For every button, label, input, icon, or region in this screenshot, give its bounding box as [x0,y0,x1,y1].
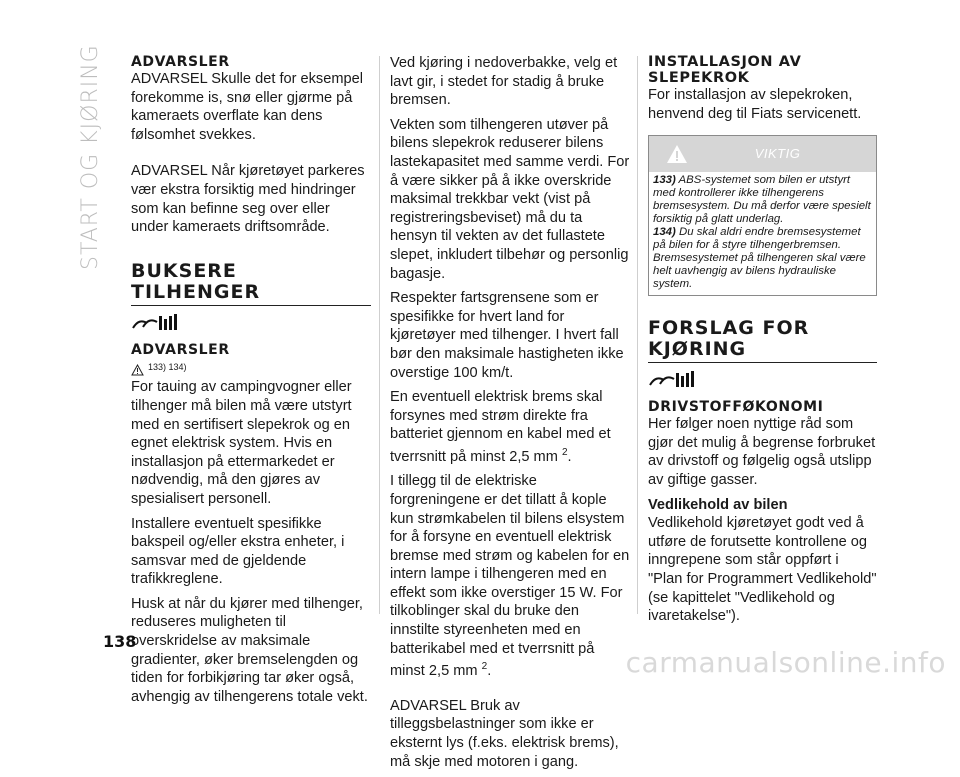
section-rule [131,305,371,306]
notice-title: VIKTIG [754,145,801,161]
warning-triangle-icon [131,364,144,376]
heading-buksere: BUKSERE [131,259,237,282]
heading-drivstoff: DRIVSTOFFØKONOMI [648,399,824,416]
column-3 [648,54,877,632]
notice-item [653,226,872,291]
paragraph: Her følger noen nyttige råd som gjør det mulig å begrense forbruket av drivstoff og følgelig også utslipp av giftige gasser. [648,416,876,488]
note-text: ABS-systemet som bilen er utstyrt med kontrollerer ikke tilhengerens bremsesystem. Du må derfor være spesielt forsiktig på glatt underlag. [653,174,871,226]
important-notice-box [648,135,877,296]
notice-body [649,172,876,295]
eco-icon-row [131,312,371,334]
chapter-side-title: START OG KJØRING [78,44,103,270]
warning-triangle-icon [665,143,689,165]
heading-slepekrok: SLEPEKROK [648,70,750,86]
paragraph [390,472,630,680]
paragraph: ADVARSEL Skulle det for eksempel forekomme is, snø eller gjørme på kameraets overflate kan dens følsomhet svekkes. [131,71,363,143]
paragraph [390,388,630,466]
heading-advarsler: ADVARSLER [131,341,230,358]
note-number: 134) [653,226,676,239]
paragraph: ADVARSEL Bruk av tilleggsbelastninger som ikke er eksternt lys (f.eks. elektrisk brems), må skje med motoren i gang. [390,697,619,770]
note-text: Du skal aldri endre bremsesystemet på bilen for å styre tilhengerbremsen. Bremsesystemet på tilhengeren skal være helt uavhengig av bilens hydrauliske system. [653,226,866,291]
section-rule [648,362,877,363]
heading-forslag: FORSLAG FOR [648,317,810,340]
notice-header [649,136,876,172]
paragraph: Ved kjøring i nedoverbakke, velg et lavt gir, i stedet for stadig å bruke bremsen. [390,55,618,109]
eco-symbol-icon [131,313,181,333]
watermark: carmanualsonline.info [625,646,946,679]
superscript: 2 [481,661,488,673]
eco-symbol-icon [648,370,698,390]
paragraph: Husk at når du kjører med tilhenger, reduseres muligheten til overskridelse av maksimale gradienter, øker bremselengden og tiden for forbikjøring tar øker også, avhengig av tilhengerens totale vekt. [131,595,368,705]
column-divider [637,56,638,614]
punctuation: . [567,448,572,465]
paragraph-text: I tillegg til de elektriske forgreningene er det tillatt å kople kun strømkabelen til bilens elsystem for å forsyne en eventuell elektrisk bremse med strøm og kabelen for en intern lampe i tilhengeren med en effekt som ikke overstiger 15 W. For tilkoblinger skal du bruke den innstilte styreenheten med en batterikabel med et tverrsnitt på minst 2,5 mm [390,473,630,680]
paragraph: Respekter fartsgrensene som er spesifikke for hvert land for kjøretøyer med tilhenger. I hvert fall bør den maksimale hastigheten ikke overstige 100 km/t. [390,290,624,381]
punctuation: . [487,663,492,680]
note-number: 133) [653,174,676,187]
warning-references [131,358,371,377]
subheading-vedlikehold: Vedlikehold av bilen [648,496,788,513]
page-number: 138 [103,632,137,651]
paragraph-text: En eventuell elektrisk brems skal forsynes med strøm direkte fra batteriet gjennom en kabel med et tverrsnitt på minst 2,5 mm [390,389,611,465]
paragraph: Installere eventuelt spesifikke bakspeil og/eller ekstra enheter, i samsvar med de gjeldende trafikkreglene. [131,515,345,588]
section-forslag [648,318,877,626]
heading-advarsler: ADVARSLER [131,54,230,70]
column-divider [379,56,380,614]
paragraph: ADVARSEL Når kjøretøyet parkeres vær ekstra forsiktig med hindringer som kan befinne seg over eller under kameraets driftsområde. [131,163,365,236]
heading-installasjon: INSTALLASJON AV [648,54,802,70]
column-1 [131,54,371,712]
warning-ref-numbers: 133) 134) [148,361,187,372]
section-buksere-tilhenger [131,261,371,707]
paragraph: Vekten som tilhengeren utøver på bilens slepekrok reduserer bilens lastekapasitet med samme verdi. For å være sikker på å ikke overskride maksimal trekkbar vekt (vist på registreringsbeviset) må du ta hensyn til vekten av det fullastete slepet, inkludert tilbehør og personlig bagasje. [390,116,630,282]
heading-tilhenger: TILHENGER [131,280,261,303]
paragraph: For tauing av campingvogner eller tilhenger må bilen må være utstyrt med en sertifisert slepekrok og en egnet elektrisk system. Hvis en installasjon på ettermarkedet er nødvendig, må den gjøres av spesialisert personell. [131,379,352,507]
column-2 [390,54,630,777]
paragraph: For installasjon av slepekroken, henvend deg til Fiats servicenett. [648,87,862,122]
heading-kjoring: KJØRING [648,338,747,361]
superscript: 2 [561,446,568,458]
notice-item [653,174,872,226]
paragraph: Vedlikehold kjøretøyet godt ved å utføre de forutsette kontrollene og inngrepene som står oppført i "Plan for Programmert Vedlikehold" (se kapittelet "Vedlikehold og ivaretakelse"). [648,515,877,625]
eco-icon-row [648,369,877,391]
